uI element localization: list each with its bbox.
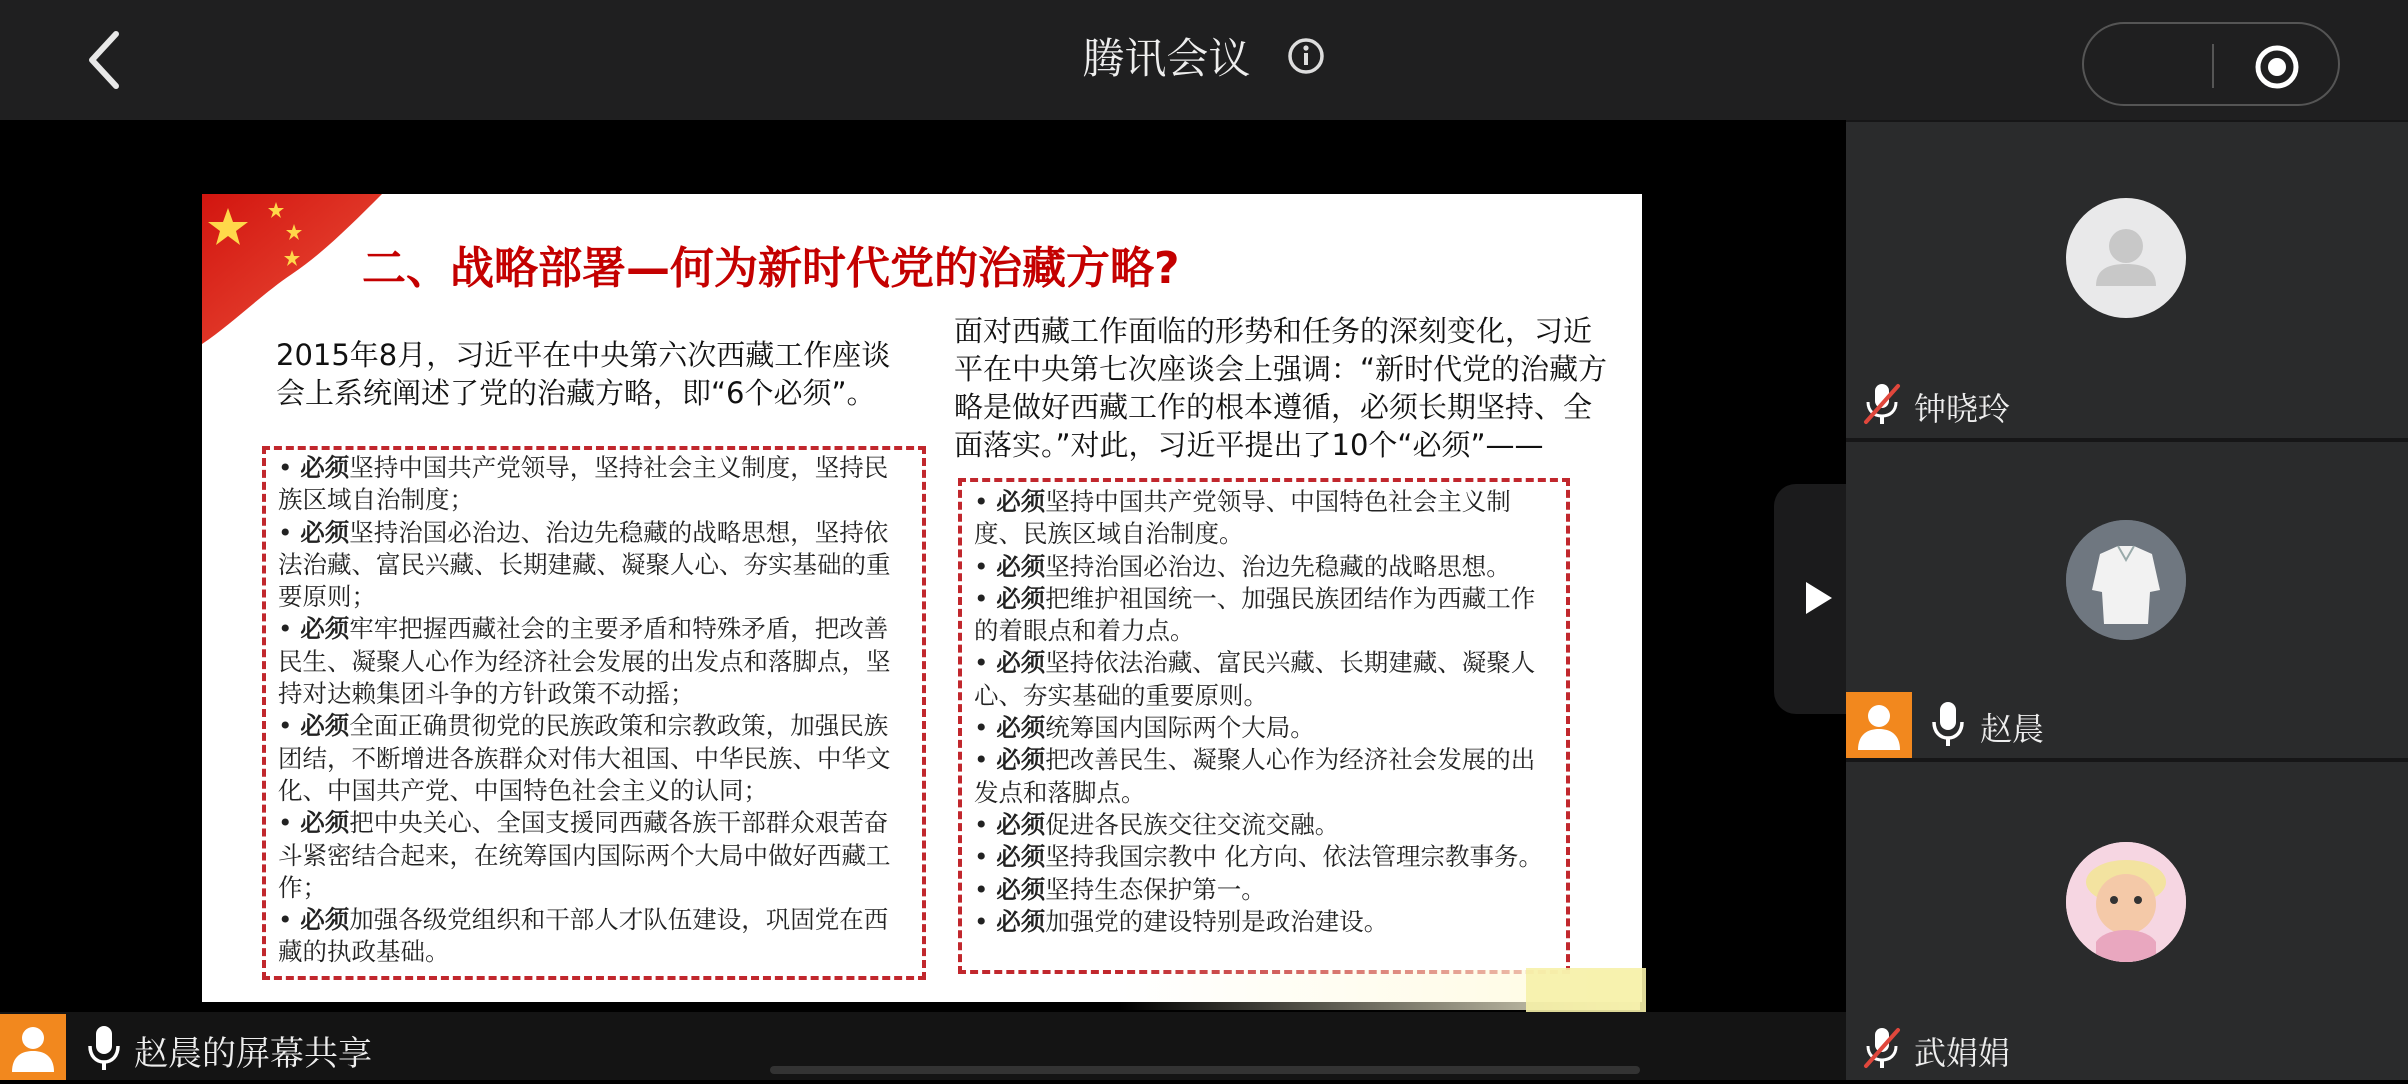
list-item: • 必须全面正确贯彻党的民族政策和宗教政策，加强民族团结，不断增进各族群众对伟大祖国、中华民族、中华文化、中国共产党、中国特色社会主义的认同； (278, 711, 891, 805)
slide-intro-left: 2015年8月，习近平在中央第六次西藏工作座谈会上系统阐述了党的治藏方略，即“6个必须”。 (276, 338, 891, 410)
list-item: • 必须牢牢把握西藏社会的主要矛盾和特殊矛盾，把改善民生、凝聚人心作为经济社会发展的出发点和落脚点，坚持对达赖集团斗争的方针政策不动摇； (278, 614, 891, 709)
screen-glare-yellow (1526, 968, 1646, 1018)
top-right-controls[interactable] (2082, 22, 2340, 106)
app-title: 腾讯会议 (1082, 34, 1251, 83)
list-item: • 必须坚持治国必治边、治边先稳藏的战略思想，坚持依法治藏、富民兴藏、长期建藏、凝聚人心、夯实基础的重要原则； (278, 517, 891, 612)
list-item: • 必须坚持中国共产党领导，坚持社会主义制度，坚持民族区域自治制度； (278, 453, 889, 515)
list-item: • 必须把改善民生、凝聚人心作为经济社会发展的出发点和落脚点。 (974, 745, 1536, 807)
top-bar (0, 0, 2408, 120)
person-icon (0, 1014, 66, 1080)
list-item: • 必须坚持依法治藏、富民兴藏、长期建藏、凝聚人心、夯实基础的重要原则。 (974, 648, 1536, 710)
list-item: • 必须把维护祖国统一、加强民族团结作为西藏工作的着眼点和着力点。 (974, 583, 1536, 646)
participant-name: 武娟娟 (1914, 1034, 2011, 1072)
mic-muted-icon (1862, 382, 1902, 430)
mic-icon (1930, 700, 1966, 752)
play-right-icon (1800, 578, 1836, 618)
list-item: • 必须坚持生态保护第一。 (974, 874, 1266, 904)
person-icon (1846, 692, 1912, 758)
mic-icon (86, 1024, 122, 1076)
cartoon-avatar (2066, 842, 2186, 962)
right-requirements-box (958, 478, 1570, 974)
list-item: • 必须统筹国内国际两个大局。 (974, 713, 1315, 743)
list-item: • 必须加强党的建设特别是政治建设。 (974, 906, 1389, 936)
participant-name: 钟晓玲 (1914, 390, 2011, 428)
info-icon[interactable] (1286, 36, 1326, 76)
participant-name: 赵晨 (1980, 710, 2045, 748)
list-item: • 必须坚持我国宗教中 化方向、依法管理宗教事务。 (974, 842, 1544, 872)
list-item: • 必须坚持中国共产党领导、中国特色社会主义制度、民族区域自治制度。 (974, 487, 1511, 549)
divider (2212, 44, 2214, 88)
left-requirements-box (262, 446, 926, 980)
record-icon[interactable] (2254, 44, 2300, 90)
scrollbar[interactable] (770, 1066, 1640, 1074)
screen-share-label: 赵晨的屏幕共享 (134, 1034, 372, 1074)
list-item: • 必须坚持治国必治边、治边先稳藏的战略思想。 (974, 551, 1511, 581)
presentation-slide (202, 194, 1642, 1002)
slide-intro-right: 面对西藏工作面临的形势和任务的深刻变化，习近平在中央第七次座谈会上强调：“新时代党的治藏方略是做好西藏工作的根本遵循，必须长期坚持、全面落实。”对此，习近平提出了10个“必须”—— (954, 314, 1608, 462)
meeting-title-area (0, 26, 2408, 86)
slide-title: 二、战略部署—何为新时代党的治藏方略? (362, 243, 1180, 294)
list-item: • 必须促进各民族交往交流交融。 (974, 809, 1340, 839)
list-item: • 必须把中央关心、全国支援同西藏各族干部群众艰苦奋斗紧密结合起来，在统筹国内国际两个大局中做好西藏工作； (278, 808, 891, 902)
photo-avatar (2066, 520, 2186, 640)
list-item: • 必须加强各级党组织和干部人才队伍建设，巩固党在西藏的执政基础。 (278, 905, 889, 967)
mic-muted-icon (1862, 1026, 1902, 1074)
default-avatar-icon (2066, 198, 2186, 318)
